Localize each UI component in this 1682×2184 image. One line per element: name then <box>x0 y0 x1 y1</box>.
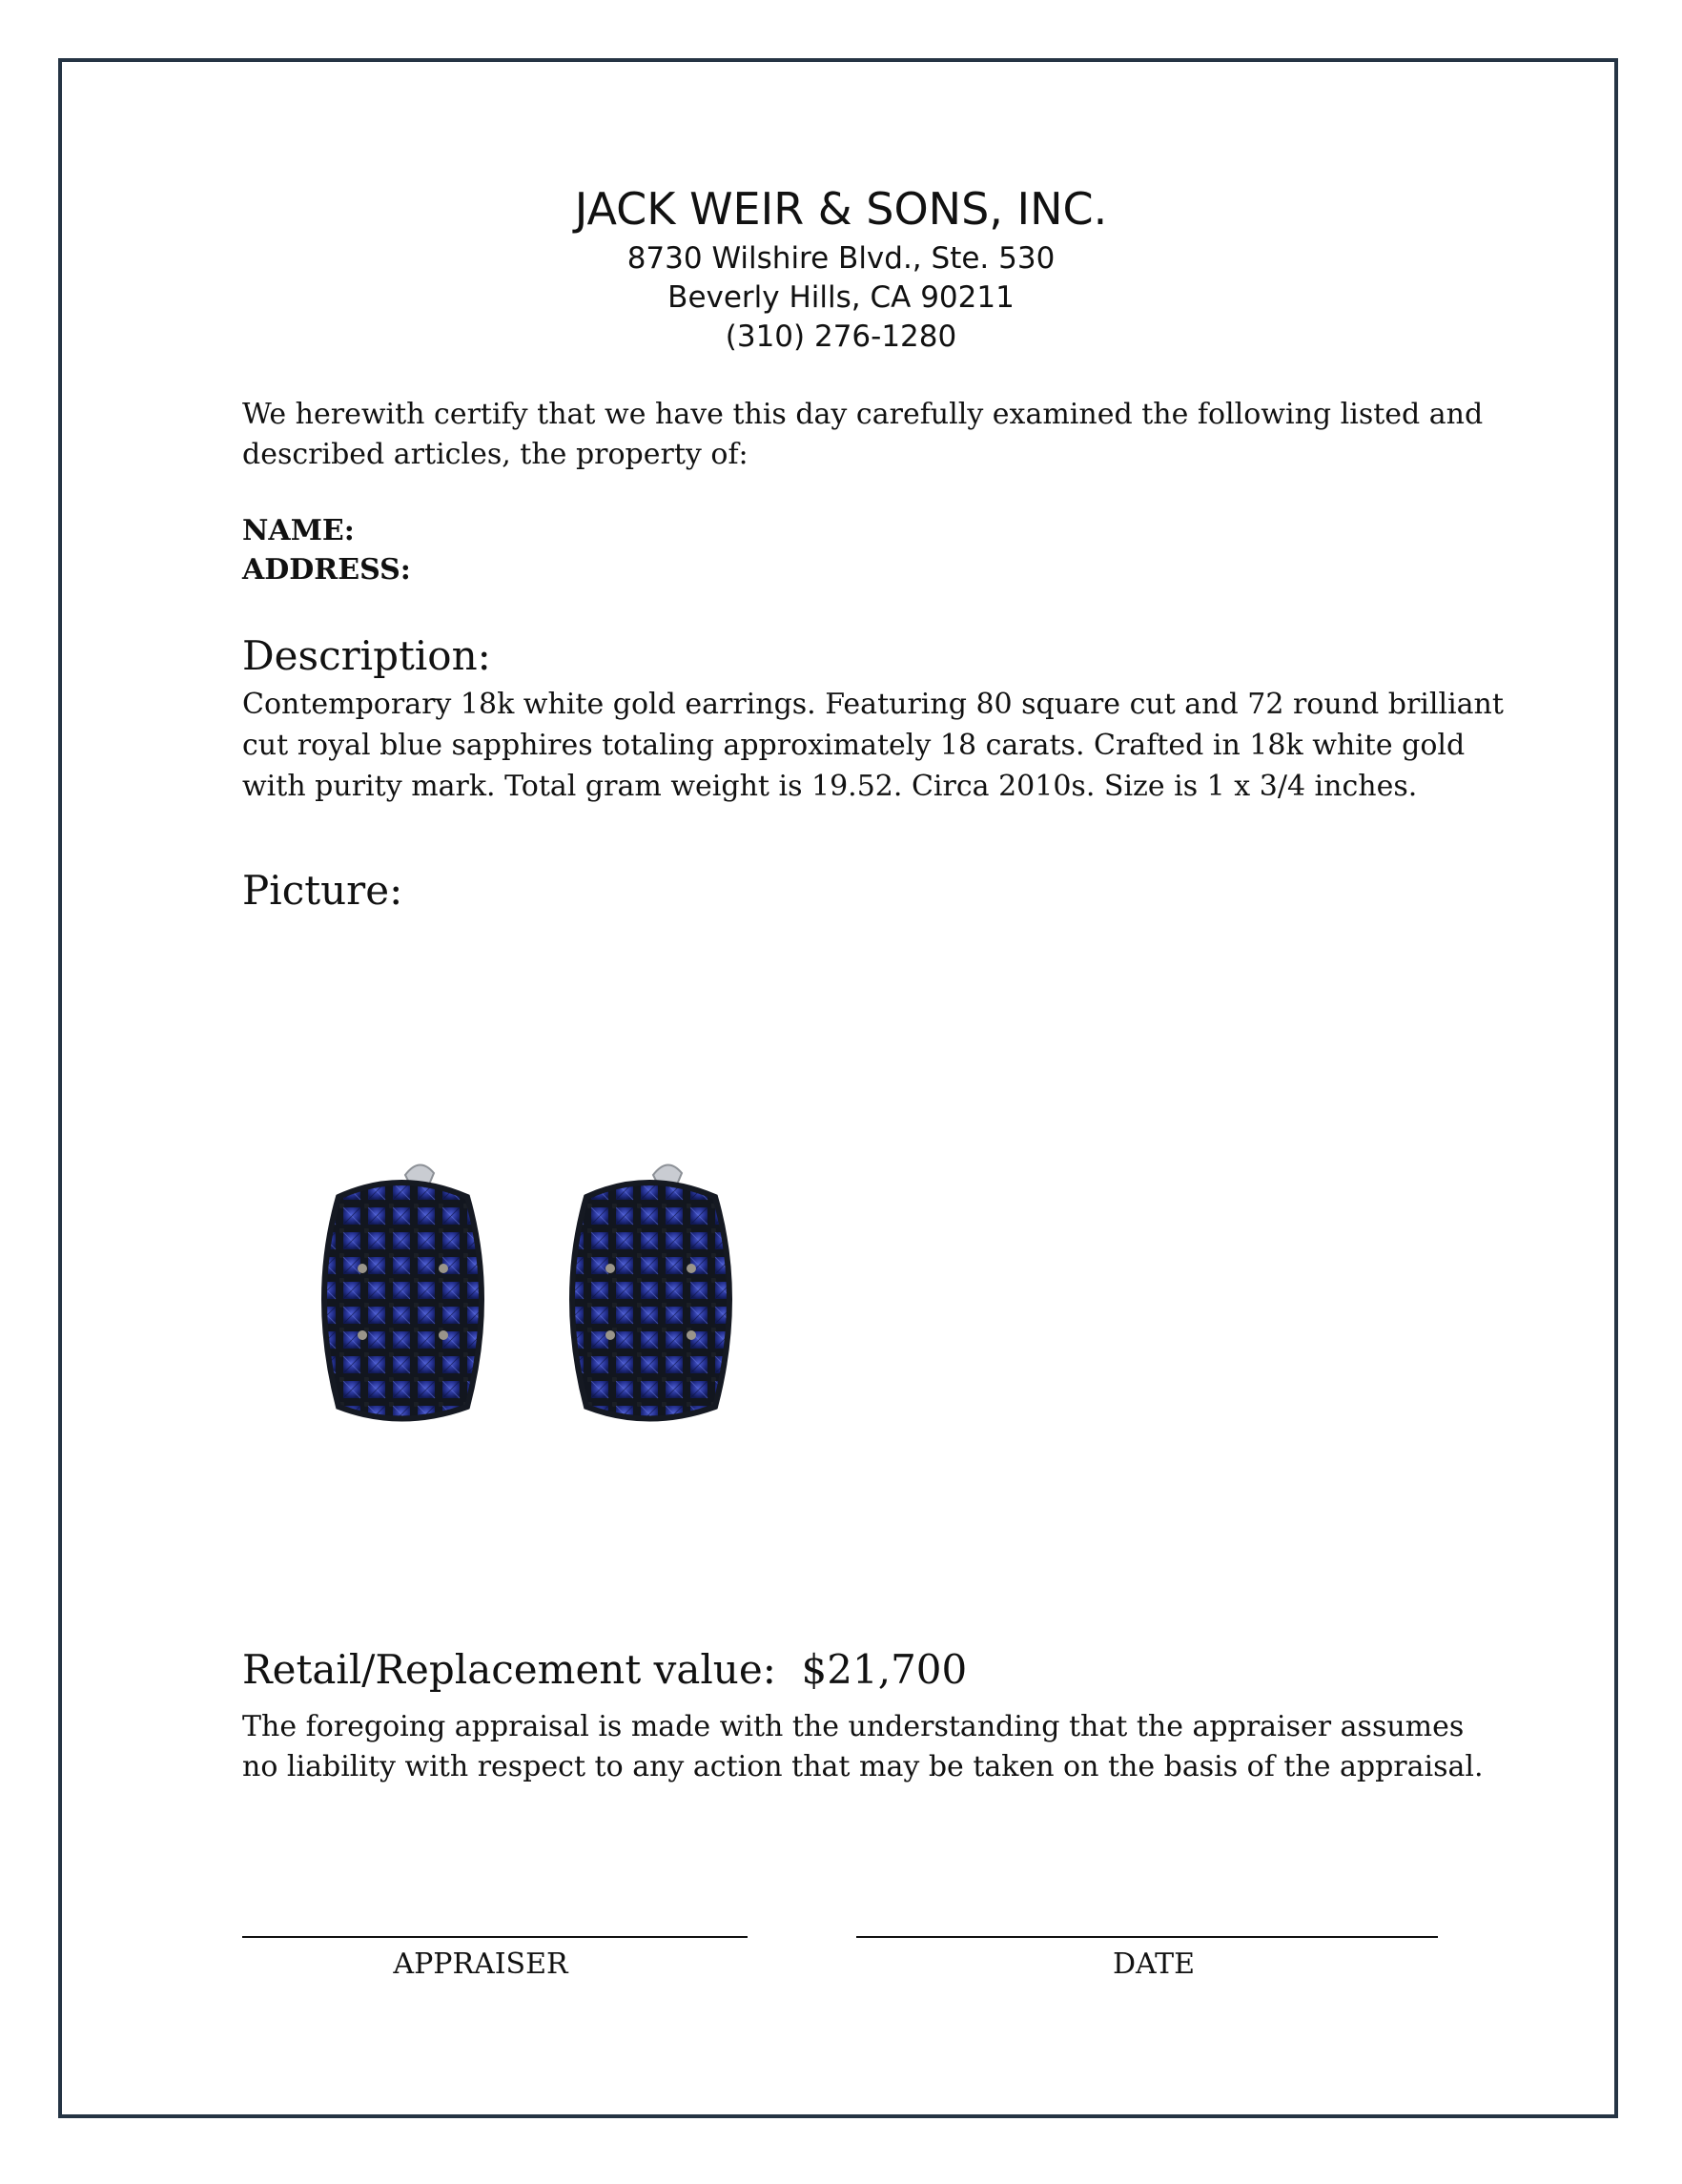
disclaimer-line1: The foregoing appraisal is made with the understanding that the appraiser assumes <box>242 1710 1465 1743</box>
picture-heading: Picture: <box>242 867 403 914</box>
description-line3: with purity mark. Total gram weight is 19.52. Circa 2010s. Size is 1 x 3/4 inches. <box>242 770 1418 803</box>
document-border <box>58 58 1618 2118</box>
certification-line1: We herewith certify that we have this day carefully examined the following listed and <box>242 398 1484 431</box>
company-address-line2: Beverly Hills, CA 90211 <box>667 280 1015 315</box>
owner-name-label: NAME: <box>242 514 355 547</box>
description-heading: Description: <box>242 632 491 679</box>
appraiser-label: APPRAISER <box>393 1947 568 1981</box>
date-signature-line <box>856 1936 1438 1938</box>
appraiser-signature-line <box>242 1936 748 1938</box>
company-phone: (310) 276-1280 <box>725 319 957 354</box>
company-name: JACK WEIR & SONS, INC. <box>574 183 1108 235</box>
company-address-line1: 8730 Wilshire Blvd., Ste. 530 <box>626 241 1056 276</box>
valuation-amount: $21,700 <box>801 1646 968 1693</box>
certification-line2: described articles, the property of: <box>242 438 749 471</box>
disclaimer-line2: no liability with respect to any action that may be taken on the basis of the appraisal. <box>242 1750 1484 1783</box>
valuation-label: Retail/Replacement value: <box>242 1646 776 1693</box>
date-label: DATE <box>1113 1947 1195 1981</box>
owner-address-label: ADDRESS: <box>242 553 411 587</box>
description-line2: cut royal blue sapphires totaling approximately 18 carats. Crafted in 18k white gold <box>242 729 1466 762</box>
sapphire-earrings-photo-icon <box>315 1154 810 1440</box>
description-line1: Contemporary 18k white gold earrings. Featuring 80 square cut and 72 round brilliant <box>242 688 1504 721</box>
